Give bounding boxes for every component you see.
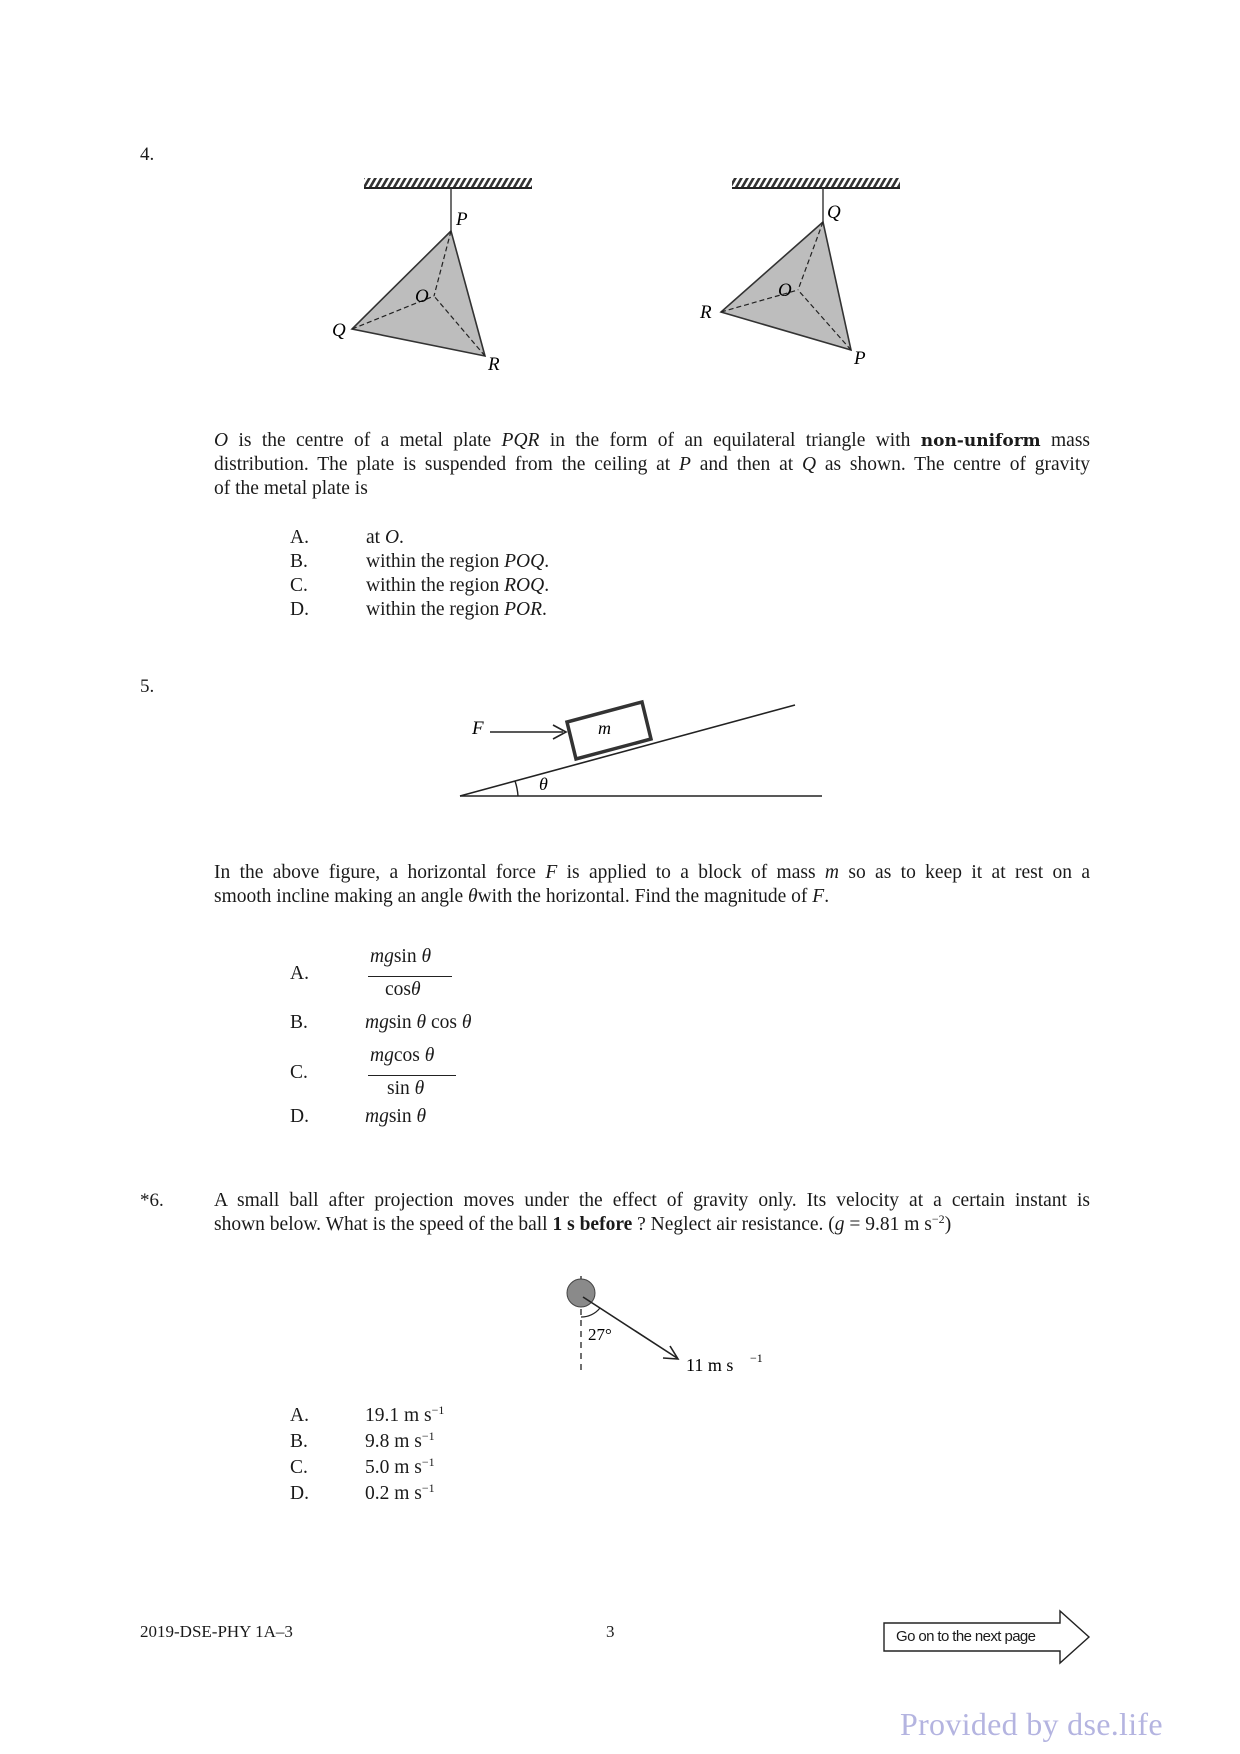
q5-option-b: B. mgsin θ cos θ [290, 1012, 472, 1033]
label-p: P [456, 209, 468, 230]
q5-incline-diagram [460, 696, 830, 800]
label-speed: 11 m s [686, 1355, 734, 1375]
q5-option-a: A. mgsin θ cosθ [290, 946, 590, 1004]
page-number: 3 [606, 1622, 615, 1641]
next-page-label: Go on to the next page [896, 1628, 1036, 1645]
question-4-number: 4. [140, 144, 155, 165]
angle-arc [581, 1308, 600, 1317]
paper-code: 2019-DSE-PHY 1A–3 [140, 1622, 293, 1641]
ceiling-hatch [364, 178, 532, 188]
q6-option-b: B. 9.8 m $s^{-1}$ [290, 1429, 435, 1452]
ceiling-hatch [732, 178, 900, 188]
label-q: Q [827, 202, 841, 223]
label-r: R [700, 302, 712, 323]
q4-option-d: D. within the region POR. [290, 599, 547, 620]
incline-line [460, 705, 795, 796]
label-mass: m [598, 718, 611, 738]
label-q: Q [332, 320, 346, 341]
question-5-text: In the above figure, a horizontal force F is applied to a block of mass m so as to keep it at rest on a smooth incline making an angle θwith the horizontal. Find the magnitude of F. [214, 862, 1090, 907]
angle-arc [515, 781, 518, 796]
q6-option-a: A. 19.1 m $s^{-1}$ [290, 1403, 445, 1426]
q4-diagram-suspended-at-q [700, 178, 916, 378]
q4-option-b: B. within the region POQ. [290, 551, 550, 572]
q4-diagram-suspended-at-p [332, 178, 550, 378]
label-r: R [488, 354, 500, 375]
q6-option-d: D. 0.2 m $s^{-1}$ [290, 1481, 435, 1504]
q4-option-c: C. within the region ROQ. [290, 575, 550, 596]
label-angle: 27° [588, 1325, 612, 1344]
label-speed-unit-exponent: −1 [750, 1351, 763, 1365]
watermark: Provided by dse.life [900, 1706, 1163, 1742]
question-6-text: A small ball after projection moves under the effect of gravity only. Its velocity at a certain instant is shown below. What is the speed of the ball 1 s before ? Neglect air resistance. (g = 9.81 m $s^{-2}$) [214, 1190, 1090, 1235]
q5-option-d: D. mgsin θ [290, 1106, 427, 1127]
q4-option-a: A. at O. [290, 527, 404, 548]
label-angle: θ [539, 774, 548, 794]
q6-option-c: C. 5.0 m $s^{-1}$ [290, 1455, 435, 1478]
label-o: O [778, 280, 792, 301]
q5-option-c: C. mgcos θ sin θ [290, 1045, 590, 1103]
q6-velocity-diagram [560, 1270, 780, 1380]
question-6-number: *6. [140, 1190, 164, 1211]
label-o: O [415, 286, 429, 307]
question-4-text: O is the centre of a metal plate PQR in the form of an equilateral triangle with non-uniform mass distribution. The plate is suspended from the ceiling at P and then at Q as shown. The centre of gravity of the metal plate is [214, 430, 1091, 499]
question-5-number: 5. [140, 676, 155, 697]
label-force: F [472, 718, 484, 739]
label-p: P [854, 348, 866, 369]
